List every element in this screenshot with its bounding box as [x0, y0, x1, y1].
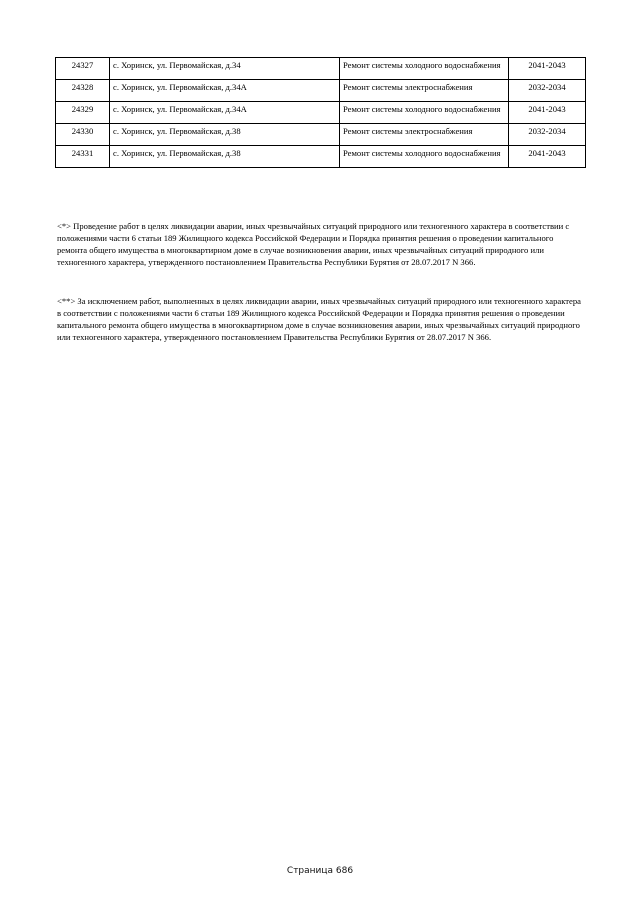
- address-cell: с. Хоринск, ул. Первомайская, д.38: [110, 146, 340, 168]
- footnote-single-asterisk: <*> Проведение работ в целях ликвидации аварии, иных чрезвычайных ситуаций природного или техногенного характера в соответствии с положениями части 6 статьи 189 Жилищного кодекса Российской Федерации и Порядка принятия решения о проведении капитального ремонта общего имущества в многоквартирном доме в случае возникновения аварии, иных чрезвычайных ситуаций природного или техногенного характера, утвержденного постановлением Правительства Республики Бурятия от 28.07.2017 N 366.: [57, 220, 570, 267]
- work-type-cell: Ремонт системы холодного водоснабжения: [340, 102, 509, 124]
- period-cell: 2032-2034: [509, 124, 586, 146]
- row-id-cell: 24329: [56, 102, 110, 124]
- work-type-cell: Ремонт системы электроснабжения: [340, 80, 509, 102]
- table-row: [56, 124, 586, 146]
- address-cell: с. Хоринск, ул. Первомайская, д.34: [110, 58, 340, 80]
- repair-schedule-table: [55, 57, 586, 168]
- address-cell: с. Хоринск, ул. Первомайская, д.34А: [110, 80, 340, 102]
- row-id-cell: 24327: [56, 58, 110, 80]
- table-row: [56, 58, 586, 80]
- table-row: [56, 146, 586, 168]
- work-type-cell: Ремонт системы электроснабжения: [340, 124, 509, 146]
- page-number: Страница 686: [286, 866, 354, 876]
- table-row: [56, 102, 586, 124]
- row-id-cell: 24331: [56, 146, 110, 168]
- work-type-cell: Ремонт системы холодного водоснабжения: [340, 58, 509, 80]
- work-type-cell: Ремонт системы холодного водоснабжения: [340, 146, 509, 168]
- period-cell: 2032-2034: [509, 80, 586, 102]
- period-cell: 2041-2043: [509, 102, 586, 124]
- period-cell: 2041-2043: [509, 146, 586, 168]
- table-row: [56, 80, 586, 102]
- footnote-double-asterisk: <**> За исключением работ, выполненных в целях ликвидации аварии, иных чрезвычайных ситуаций природного или техногенного характера в соответствии с положениями части 6 статьи 189 Жилищного кодекса Российской Федерации и Порядка принятия решения о проведении капитального ремонта общего имущества в многоквартирном доме в случае возникновения аварии, иных чрезвычайных ситуаций природного или техногенного характера, утвержденного постановлением Правительства Республики Бурятия от 28.07.2017 N 366.: [57, 295, 581, 342]
- row-id-cell: 24330: [56, 124, 110, 146]
- address-cell: с. Хоринск, ул. Первомайская, д.34А: [110, 102, 340, 124]
- row-id-cell: 24328: [56, 80, 110, 102]
- address-cell: с. Хоринск, ул. Первомайская, д.38: [110, 124, 340, 146]
- period-cell: 2041-2043: [509, 58, 586, 80]
